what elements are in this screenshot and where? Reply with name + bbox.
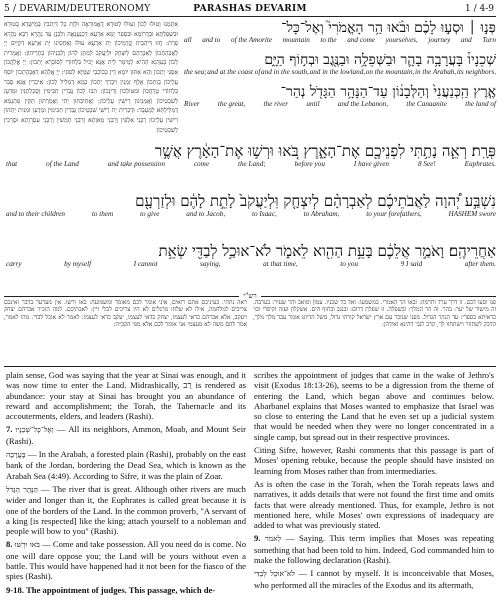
verse-line: [182, 84, 496, 116]
hebrew-lemma: לֵאמֹר: [265, 534, 282, 544]
commentary-text: — Saying. This term implies that Moses was repeating something that had been told to him. Indeed, God commanded him to make the following declaration (Rashi).: [254, 533, 494, 566]
gloss-word: to give: [140, 210, 160, 218]
verse-number: 9-18.: [6, 584, 24, 595]
gloss-word: carry: [6, 260, 22, 268]
gloss-word: yourselves,: [385, 36, 418, 44]
gloss-word: to them: [91, 210, 114, 218]
commentary-paragraph: [6, 539, 246, 581]
interlinear-gloss: [182, 68, 496, 76]
book-label: 5 / DEVARIM/DEUTERONOMY: [4, 4, 151, 14]
commentary-paragraph: [254, 479, 494, 530]
gloss-word: come: [193, 160, 210, 168]
gloss-word: after them.: [464, 260, 496, 268]
gloss-word: and to Jacob,: [186, 210, 226, 218]
gloss-word: that: [6, 160, 18, 168]
gloss-word: I cannot: [133, 260, 158, 268]
gloss-word: Euphrates.: [464, 160, 496, 168]
gloss-word: HASHEM swore: [448, 210, 496, 218]
hebrew-lemma: בֹּאוּ וּרְשׁוּ: [14, 540, 40, 550]
gloss-word: to Isaac,: [252, 210, 277, 218]
english-commentary-right: [254, 370, 494, 606]
gloss-word: its neighbors,: [456, 68, 496, 76]
hebrew-text: אֶ֤רֶץ הַֽכְּנַעֲנִי֙ וְהַלְּבָנ֔וֹן עַד־הַנָּהָ֥ר הַגָּדֹ֖ל נְהַר־: [280, 84, 496, 100]
hebrew-lemma: בָּעֲרָבָה: [6, 450, 26, 460]
commentary-text: scribes the appointment of judges that came in the wake of Jethro's visit (Exodus 18:13-26), seems to be a digression from the theme of entering the Land, which began above and continues below. Abarbanel explains that Moses wanted to emphasize that Israel was so close to entering the Land that he even set up a judicial system that would be needed when they were no longer concentrated in a single camp, but spread out in their respective provinces.: [254, 370, 494, 442]
gloss-word: to your forefathers,: [366, 210, 422, 218]
commentary-paragraph: [254, 445, 494, 476]
gloss-word: the great,: [217, 100, 246, 108]
gloss-word: all: [184, 36, 192, 44]
gloss-word: Turn: [482, 36, 496, 44]
gloss-word: and the Lebanon,: [337, 100, 389, 108]
commentary-text: — All its neighbors, Ammon, Moab, and Mount Seir (Rashi).: [6, 424, 246, 446]
hebrew-lemma: לֹא־אוּכַל לְבַדִּי: [254, 569, 295, 579]
commentary-paragraph: [254, 370, 494, 442]
hebrew-text: שְׁכֵנָיו֒ בָּעֲרָבָ֥ה בָהָ֛ר וּבַשְּׁפֵלָ֥ה וּבַנֶּ֖גֶב וּבְח֣וֹף הַיָּ֑ם: [264, 52, 496, 68]
gloss-word: I have given: [353, 160, 389, 168]
verse-line: [182, 20, 496, 52]
hebrew-text: פְּנ֣וּ ׀ וּסְע֣וּ לָכֶ֗ם וּבֹ֨אוּ הַ֥ר הָאֱמֹרִי֮ וְאֶל־כָּל־: [281, 20, 496, 36]
interlinear-gloss: [4, 210, 496, 218]
hebrew-lemma: הַנָּהָר הַגָּדֹל: [6, 484, 38, 494]
gloss-word: and in the south,: [261, 68, 309, 76]
gloss-word: River: [184, 100, 200, 108]
commentary-text: plain sense, God was saying that the year at Sinai was enough, and it was now time to enter the Land. Midrashically, רַב is rendered as abundance: your stay at Sinai has brought you an abundance of reward and accomplishment; the Torah, the Tabernacle and its accouterments, elders, and leaders (Rashi).: [6, 370, 246, 422]
verse-number: 7.: [6, 424, 13, 435]
verse-number: 9.: [254, 533, 261, 544]
commentary-paragraph: [6, 585, 246, 595]
gloss-word: to you: [340, 260, 359, 268]
commentary-text: — The river that is great. Although other rivers are much wider and longer than it, the Euphrates is called great because it is one of the borders of the Land. In the common proverb, "A servant of a king [is respected] like the king; attach yourself to a nobleman and people will bow to you" (Rashi).: [6, 483, 246, 537]
commentary-text: As is often the case in the Torah, when the Torah repeats laws and narratives, it adds details that were not found the first time and omits facts that were already mentioned. Thus, for example, Jethro is not mentioned here, while Moses' own expressions of inadequacy are added to what was previously stated.: [254, 478, 494, 531]
gloss-word: journey: [428, 36, 451, 44]
gloss-word: of the Amorite: [231, 36, 273, 44]
gloss-word: by myself: [64, 260, 92, 268]
commentary-text: — I cannot by myself. It is inconceivable that Moses, who performed all the miracles of the Exodus and its aftermath,: [254, 568, 494, 590]
interlinear-gloss: [4, 260, 496, 268]
rashi-column-right: פנו וסעו לכם. זו דרך ערד וחרמה: ובאו הר האמרי. כמשמעו: ואל כל שכניו. עמון ומואב והר שעיר: בערבה. זה מישור של יער: בהר. זה הר המלך: ובשפלה. זו שפלת דרום: ובנגב ובחוף הים. אשקלון ועזה וקיסרי וכו׳ כדאיתא בספרי: עד הנהר הגדול. מפני שנזכר עם ארץ ישראל קורהו גדול, משל הדיוט אומר עבד מלך מלך, הדבק לשחוור וישתחוו לך, קרב לגבי דהינא ואידהן:: [253, 300, 496, 329]
gloss-word: on the mountain,: [365, 68, 415, 76]
commentary-paragraph: [6, 484, 246, 536]
hebrew-text: נִשְׁבַּ֣ע יְ֠הוָה לַאֲבֹתֵיכֶ֜ם לְאַבְרָהָ֨ם לְיִצְחָ֤ק וּֽלְיַעֲקֹב֙ לָתֵ֣ת לָהֶ֔ם וּלְזַרְעָ֖ם: [135, 192, 496, 210]
gloss-word: and take possession: [107, 160, 165, 168]
gloss-word: to Abraham,: [303, 210, 340, 218]
commentary-divider: [4, 366, 496, 367]
gloss-word: the sea;: [184, 68, 207, 76]
gloss-word: the Land;: [237, 160, 266, 168]
verse-line: [4, 242, 496, 292]
gloss-word: to the: [320, 36, 337, 44]
verse-block-wide: [4, 142, 496, 292]
interlinear-gloss: [4, 160, 496, 168]
gloss-word: until: [306, 100, 320, 108]
commentary-paragraph: [254, 568, 494, 590]
verse-line: [182, 52, 496, 84]
rashi-heading-text: רש"י: [239, 292, 260, 300]
header-divider: [4, 16, 496, 17]
gloss-word: the land of: [465, 100, 496, 108]
gloss-word: mountain: [282, 36, 310, 44]
onkelos-translation: אִתְמְנוּ וְטוּלוּ לְכוֹן וְעוּלוּ לְטוּרָא דֶאֱמוֹרָאָה וּלְוָת כָּל דְּיָתְבִין בְּמֵישְׁרָא בְּטוּרָא וּבִשְׁפֵלְתָּא וּבְדָרוֹמָא וּבִסְפַר יַמָּא אַרְעָא דִכְנַעֲנָאָה וְלִבְנָן עַד נַהֲרָא רַבָּא נַהֲרָא פְרָת: חֲזוּ דִּיהַבִית קֳדָמֵיכוֹן יָת אַרְעָא עוּלוּ וְאַחְסִינוּ יָת אַרְעָא דְּקַיֵּים יְיָ לַאֲבָהָתְכוֹן לְאַבְרָהָם לְיִצְחָק וּלְיַעֲקֹב לְמִתַּן לְהוֹן וְלִבְנֵיהוֹן בָּתְרֵיהוֹן: וַאֲמָרִית לְכוֹן בְּעִדָּנָא הַהִיא לְמֵימַר לֵית אֲנָא יָכִיל בִּלְחוֹדִי לְסוֹבָרָא יָתְכוֹן: יְיָ אֱלָהֲכוֹן אַסְגֵּי יָתְכוֹן וְהָא אִתּוּן יוֹמָא דֵין כְּכוֹכְבֵי שְׁמַיָּא לְסוּגִי: יְיָ אֱלָהָא דַאֲבָהָתְכוֹן יוֹסֵף עֲלֵיכוֹן כְּוָתְכוֹן אֶלֶף זִמְנִין וִיבָרֵךְ יָתְכוֹן כְּמָא דְמַלֵּיל לְכוֹן: אֵיכְדֵין אֲנָא סָבַר בִּלְחוֹדִי טָרְחֲכוֹן וּמַטּוּלְכוֹן וְדִינְכוֹן: הַבוּ לְכוֹן גֻּבְרִין חַכִּימִין וְסָכְלְתָנִין וּמָדְעָן לְשִׁבְטֵיכוֹן וַאֲמַנֵּינוּן רֵישִׁין עֲלֵיכוֹן: וַאֲתֵיבְתּוּן יָתִי וַאֲמַרְתּוּן תַּקִּין פִּתְגָמָא דְּמַלֵּילְתָּא לְמֶעְבָּד: וּדְבָרִית יָת רֵישֵׁי שִׁבְטֵיכוֹן גֻּבְרִין חַכִּימִין וּמָדְעָן וּמַנִּית יָתְהוֹן רֵישִׁין עֲלֵיכוֹן רַבָּנֵי אַלְפִין וְרַבָּנֵי מָאוָתָא וְרַבָּנֵי חַמְשִׁין וְרַבָּנֵי עַסְרָוָתָא וּסְרְכִין לְשִׁבְטֵיכוֹן: [4, 21, 178, 134]
gloss-word: 8 See!: [417, 160, 436, 168]
interlinear-gloss: [182, 36, 496, 44]
gloss-word: and at the coast of: [207, 68, 261, 76]
gloss-word: the river: [263, 100, 289, 108]
gloss-word: before you: [294, 160, 325, 168]
gloss-word: at that time,: [263, 260, 298, 268]
gloss-word: and in the lowland,: [309, 68, 366, 76]
rashi-heading: [0, 292, 500, 300]
commentary-text: — Come and take possession. All you need do is come. No one will dare oppose you; the Land will be yours without even a battle. This would have happened had it not been for the fiasco of the spies (Rashi).: [6, 539, 246, 582]
gloss-word: and to: [202, 36, 221, 44]
gloss-word: and come: [347, 36, 375, 44]
commentary-paragraph: [254, 533, 494, 565]
verse-block: [182, 20, 496, 116]
hebrew-lemma: וְאֶל־כָּל־שְׁכֵנָיו: [15, 425, 54, 435]
gloss-word: and to their children: [6, 210, 66, 218]
english-commentary-left: [6, 370, 246, 606]
parashah-title: PARASHAS DEVARIM: [193, 4, 307, 14]
hebrew-text: פְּרָֽת׃ רְאֵ֛ה נָתַ֥תִּי לִפְנֵיכֶ֖ם אֶת־הָאָ֑רֶץ בֹּ֚אוּ וּרְשׁ֣וּ אֶת־הָאָ֔רֶץ אֲשֶׁ֣ר: [154, 142, 496, 160]
verse-number: 8.: [6, 539, 13, 550]
gloss-word: the Canaanite: [406, 100, 447, 108]
gloss-word: 9 I said: [400, 260, 423, 268]
chapter-verse-range: 1 / 4-9: [465, 4, 494, 14]
gloss-word: saying,: [200, 260, 221, 268]
interlinear-gloss: [182, 100, 496, 108]
commentary-paragraph: [6, 449, 246, 481]
rashi-commentary: [4, 300, 496, 364]
verse-line: [4, 192, 496, 242]
gloss-word: and: [460, 36, 472, 44]
hebrew-text: אַחֲרֵיהֶֽם׃ וָאֹמַ֣ר אֲלֵכֶ֔ם בָּעֵ֥ת הַהִ֖וא לֵאמֹ֑ר לֹא־אוּכַ֥ל לְבַדִּ֖י שְׂאֵ֥ת: [158, 242, 496, 260]
commentary-text: Citing Sifre, however, Rashi comments that this passage is part of Moses' opening rebuke, because the people should have insisted on learning from Moses rather than from intermediaries.: [254, 445, 494, 476]
commentary-paragraph: [6, 424, 246, 446]
verse-line: [4, 142, 496, 192]
commentary-text: — In the Arabah, a forested plain (Rashi), probably on the east bank of the Jordan, bordering the Dead Sea, which is known as the Arabah Sea (4:49). According to Sifre, it was the plain of Zoar.: [6, 449, 246, 481]
rashi-column-left: ראה נתתי. בעיניכם אתם רואים, איני אומר לכם מאומד ומשמועה: באו ורשו. אין מערער בדבר ואינכם צריכים למלחמה, אילו לא שלחו מרגלים לא היו צריכים לכלי זיין: לאבתיכם. למה הזכיר אברהם יצחק ויעקב, אלא אברהם כדאי לעצמו, יצחק כדאי לעצמו, יעקב כדאי לעצמו: לאמר לא אוכל לבדי. מהו לאמר, אמר להם משה לא מעצמי אני אומר לכם אלא מפי הקב״ה:: [4, 300, 247, 329]
gloss-word: in the Arabah,: [414, 68, 457, 76]
gloss-word: of the Land: [46, 160, 79, 168]
commentary-text: The appointment of judges. This passage, which de-: [26, 584, 216, 595]
commentary-paragraph: [6, 370, 246, 421]
